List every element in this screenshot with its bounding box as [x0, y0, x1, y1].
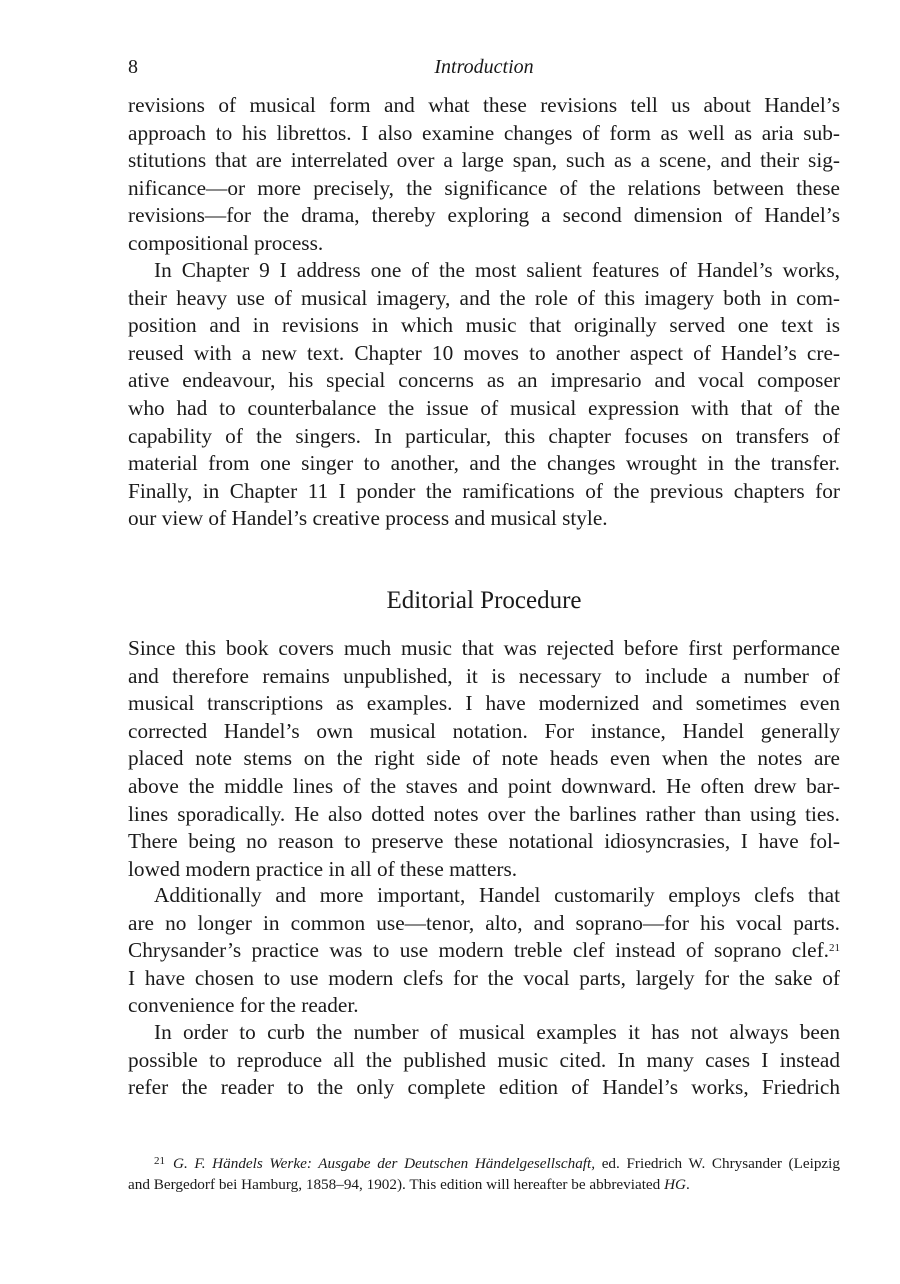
text-line: compositional process. — [128, 230, 324, 255]
text-line: approach to his librettos. I also examine changes of form as well as aria sub- — [128, 120, 840, 145]
text-line: convenience for the reader. — [128, 993, 359, 1018]
text-line: refer the reader to the only complete edition of Handel’s works, Friedrich — [128, 1075, 840, 1100]
footnote-text: ed. Friedrich W. Chrysander (Leipzig — [595, 1155, 840, 1172]
footnote-text: . — [686, 1176, 690, 1193]
text-line: nificance—or more precisely, the significance of the relations between these — [128, 175, 840, 200]
footnote-reference[interactable]: 21 — [829, 942, 840, 955]
footnote-abbreviation: HG — [664, 1176, 686, 1193]
text-line: lines sporadically. He also dotted notes over the barlines rather than using ties. — [128, 801, 840, 826]
text-line: Since this book covers much music that was rejected before first performance — [128, 636, 840, 660]
text-line: revisions of musical form and what these revisions tell us about Handel’s — [128, 93, 840, 117]
text-line: are no longer in common use—tenor, alto, and soprano—for his vocal parts. — [128, 910, 840, 935]
text-line: placed note stems on the right side of note heads even when the notes are — [128, 746, 840, 771]
paragraph-examples — [128, 1019, 840, 1102]
footnote-cited-title: G. F. Händels Werke: Ausgabe der Deutschen Händelgesellschaft, — [173, 1155, 596, 1172]
footnote-text: and Bergedorf bei Hamburg, 1858–94, 1902). This edition will hereafter be abbreviated — [128, 1176, 665, 1193]
text-line: In Chapter 9 I address one of the most salient features of Handel’s works, — [154, 258, 840, 282]
text-line: stitutions that are interrelated over a large span, such as a scene, and their sig- — [128, 148, 840, 173]
text-line — [128, 937, 840, 965]
footnote-number: 21 — [154, 1155, 165, 1167]
text-line: who had to counterbalance the issue of musical expression with that of the — [128, 395, 840, 420]
text-line: I have chosen to use modern clefs for the vocal parts, largely for the sake of — [128, 965, 840, 990]
text-line: material from one singer to another, and the changes wrought in the transfer. — [128, 451, 840, 476]
paragraph-continuation — [128, 92, 840, 258]
text-line: ative endeavour, his special concerns as an impresario and vocal composer — [128, 368, 840, 393]
paragraph-notation — [128, 635, 840, 883]
paragraph-clefs — [128, 882, 840, 1020]
text-line: There being no reason to preserve these notational idiosyncrasies, I have fol- — [128, 829, 840, 854]
text-line: musical transcriptions as examples. I have modernized and sometimes even — [128, 691, 840, 716]
page-number: 8 — [128, 56, 138, 78]
text-line: corrected Handel’s own musical notation. For instance, Handel generally — [128, 718, 840, 743]
text-line: possible to reproduce all the published music cited. In many cases I instead — [128, 1047, 840, 1072]
text-line: above the middle lines of the staves and point downward. He often drew bar- — [128, 773, 840, 798]
text-line: capability of the singers. In particular, this chapter focuses on transfers of — [128, 423, 840, 448]
section-heading: Editorial Procedure — [386, 587, 582, 614]
footnote-line — [128, 1153, 840, 1174]
text-segment: Chrysander’s practice was to use modern treble clef instead of soprano clef. — [128, 938, 829, 963]
text-line: and therefore remains unpublished, it is necessary to include a number of — [128, 663, 840, 688]
text-line: Additionally and more important, Handel customarily employs clefs that — [154, 883, 840, 907]
footnote-line — [128, 1174, 840, 1195]
text-line: reused with a new text. Chapter 10 moves to another aspect of Handel’s cre- — [128, 340, 840, 365]
text-line: position and in revisions in which music that originally served one text is — [128, 313, 840, 338]
paragraph-chapters-overview — [128, 257, 840, 533]
running-head — [128, 56, 840, 82]
text-line: their heavy use of musical imagery, and the role of this imagery both in com- — [128, 285, 840, 310]
text-line: lowed modern practice in all of these matters. — [128, 856, 518, 881]
text-line: In order to curb the number of musical examples it has not always been — [154, 1020, 840, 1044]
text-line: revisions—for the drama, thereby exploring a second dimension of Handel’s — [128, 203, 840, 228]
footnote-21 — [128, 1153, 840, 1195]
running-title: Introduction — [434, 56, 534, 78]
text-line: Finally, in Chapter 11 I ponder the ramifications of the previous chapters for — [128, 478, 840, 503]
text-line: our view of Handel’s creative process and musical style. — [128, 506, 608, 531]
